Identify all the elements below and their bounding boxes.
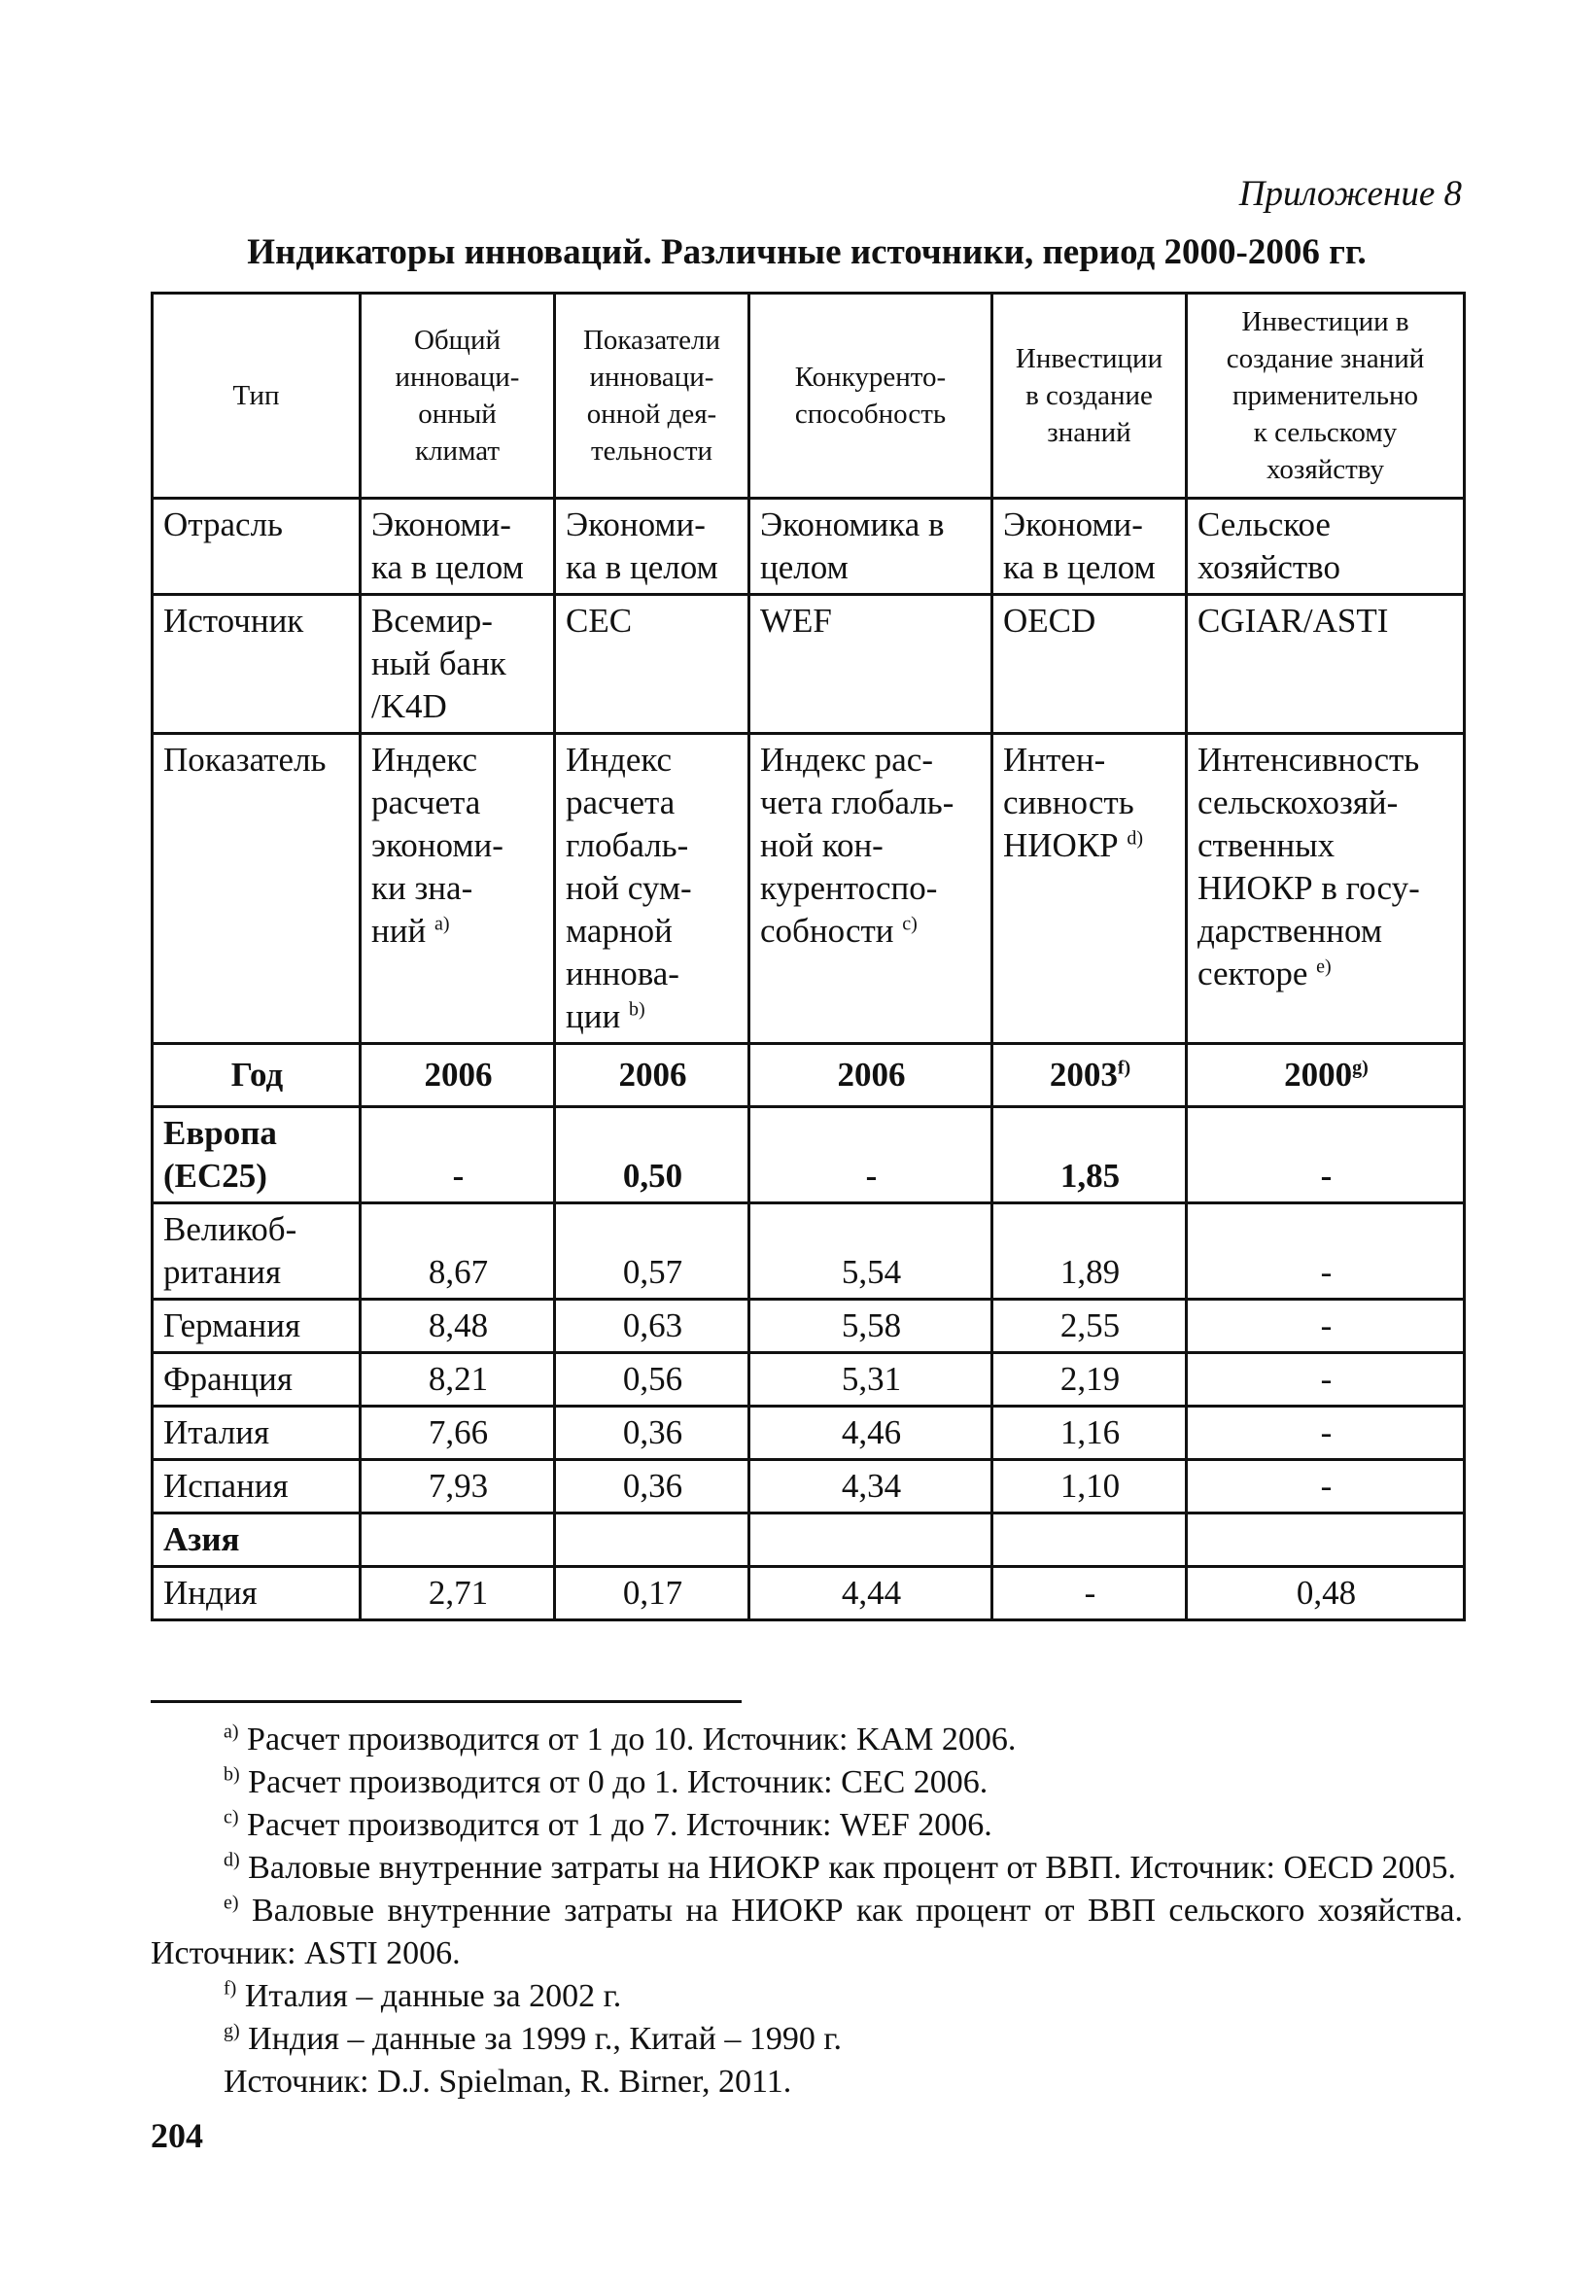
table-cell: 8,67 <box>361 1203 555 1300</box>
table-cell: WEF <box>749 595 992 734</box>
table-cell <box>1187 1513 1465 1567</box>
row-label: Германия <box>153 1300 361 1353</box>
footnote-f <box>151 1975 1463 2018</box>
europe-row <box>153 1107 1465 1203</box>
footnote-mark: b) <box>628 998 645 1021</box>
table-cell: 2006 <box>361 1044 555 1107</box>
table-cell: Сельское хозяйство <box>1187 499 1465 595</box>
table-cell: 1,10 <box>992 1460 1187 1513</box>
table-cell: Индекс расчета глобаль- ной сум- марной иннова- ции $^{b)}$ <box>555 734 749 1044</box>
table-cell: - <box>1187 1203 1465 1300</box>
table-cell: 4,46 <box>749 1407 992 1460</box>
footnote-c <box>151 1804 1463 1847</box>
row-label: Показатель <box>153 734 361 1044</box>
footnote-text: Расчет производится от 0 до 1. Источник: CEC 2006. <box>239 1764 989 1800</box>
row-label: Индия <box>153 1567 361 1620</box>
footnote-text: Валовые внутренние затраты на НИОКР как процент от ВВП. Источник: OECD 2005. <box>239 1850 1456 1886</box>
table-row <box>153 1407 1465 1460</box>
table-cell: 4,44 <box>749 1567 992 1620</box>
table-cell: 1,16 <box>992 1407 1187 1460</box>
footnote-mark: a) <box>434 913 450 935</box>
table-cell <box>1187 1044 1465 1107</box>
table-cell: 1,89 <box>992 1203 1187 1300</box>
row-label: Азия <box>153 1513 361 1567</box>
table-cell: - <box>749 1107 992 1203</box>
table-cell: 1,85 <box>992 1107 1187 1203</box>
row-label: Италия <box>153 1407 361 1460</box>
table-row <box>153 1300 1465 1353</box>
footnote-a <box>151 1719 1463 1761</box>
table-cell: 8,48 <box>361 1300 555 1353</box>
footnote-e <box>151 1890 1463 1975</box>
footnote-mark: d) <box>224 1849 240 1871</box>
footnote-mark: c) <box>902 913 918 935</box>
table-cell: - <box>1187 1107 1465 1203</box>
footnote-mark: b) <box>224 1763 240 1786</box>
table-cell: 0,56 <box>555 1353 749 1407</box>
table-cell: CGIAR/ASTI <box>1187 595 1465 734</box>
table-cell: 5,54 <box>749 1203 992 1300</box>
footnote-text: Расчет производится от 1 до 7. Источник: WEF 2006. <box>238 1807 992 1843</box>
page-number: 204 <box>151 2116 203 2155</box>
table-cell: 0,63 <box>555 1300 749 1353</box>
header-col5: Инвестиции в создание знаний применительно к сельскому хозяйству <box>1187 294 1465 499</box>
asia-row <box>153 1513 1465 1567</box>
table-cell: 2,71 <box>361 1567 555 1620</box>
table-cell <box>992 1513 1187 1567</box>
indicators-table <box>151 292 1466 1621</box>
footnote-mark: g) <box>1352 1057 1369 1079</box>
footnote-b <box>151 1761 1463 1804</box>
table-cell: 7,93 <box>361 1460 555 1513</box>
table-cell: 0,36 <box>555 1460 749 1513</box>
table-cell: - <box>992 1567 1187 1620</box>
table-row <box>153 1203 1465 1300</box>
table-cell: Индекс расчета экономи- ки зна- ний $^{a)}$ <box>361 734 555 1044</box>
header-col2: Показатели инноваци- онной дея- тельности <box>555 294 749 499</box>
footnote-mark: f) <box>224 1977 237 2000</box>
table-cell: 0,36 <box>555 1407 749 1460</box>
year-value: 2003 <box>1049 1056 1118 1094</box>
table-cell: 0,17 <box>555 1567 749 1620</box>
header-col4: Инвестиции в создание знаний <box>992 294 1187 499</box>
page-title: Индикаторы инноваций. Различные источники, период 2000-2006 гг. <box>247 232 1367 272</box>
table-cell <box>749 1513 992 1567</box>
table-cell: 4,34 <box>749 1460 992 1513</box>
footnote-text: Расчет производится от 1 до 10. Источник: KAM 2006. <box>238 1722 1017 1757</box>
table-cell: - <box>1187 1300 1465 1353</box>
indicator-row <box>153 734 1465 1044</box>
footnote-text: Валовые внутренние затраты на НИОКР как процент от ВВП сельского хозяйства. Источник: ASTI 2006. <box>151 1893 1463 1971</box>
table-cell: 0,50 <box>555 1107 749 1203</box>
footnote-mark: e) <box>1316 956 1332 978</box>
header-type: Тип <box>153 294 361 499</box>
table-cell: Всемир- ный банк /K4D <box>361 595 555 734</box>
table-cell <box>361 1513 555 1567</box>
table-cell: 0,57 <box>555 1203 749 1300</box>
year-row <box>153 1044 1465 1107</box>
appendix-label: Приложение 8 <box>1238 174 1462 214</box>
footnote-text: Индия – данные за 1999 г., Китай – 1990 г. <box>239 2021 842 2057</box>
table-cell <box>555 1513 749 1567</box>
table-cell: 8,21 <box>361 1353 555 1407</box>
table-header-row <box>153 294 1465 499</box>
row-label: Великоб- ритания <box>153 1203 361 1300</box>
table-cell: - <box>1187 1353 1465 1407</box>
footnote-mark: a) <box>224 1721 239 1743</box>
table-cell: - <box>1187 1407 1465 1460</box>
footnote-divider <box>151 1700 742 1703</box>
row-label: Франция <box>153 1353 361 1407</box>
table-cell: 2,19 <box>992 1353 1187 1407</box>
footnote-text: Италия – данные за 2002 г. <box>236 1978 622 2014</box>
table-cell: 5,58 <box>749 1300 992 1353</box>
footnote-g <box>151 2018 1463 2061</box>
header-col1: Общий инноваци- онный климат <box>361 294 555 499</box>
table-cell: Экономи- ка в целом <box>361 499 555 595</box>
table-cell: CEC <box>555 595 749 734</box>
table-cell: - <box>361 1107 555 1203</box>
table-cell: Экономи- ка в целом <box>992 499 1187 595</box>
table-cell: Интен- сивность НИОКР $^{d)}$ <box>992 734 1187 1044</box>
footnote-d <box>151 1847 1463 1890</box>
table-row <box>153 1460 1465 1513</box>
table-cell: 2006 <box>749 1044 992 1107</box>
source-row <box>153 595 1465 734</box>
row-label: Испания <box>153 1460 361 1513</box>
footnote-mark: d) <box>1127 827 1144 850</box>
footnote-mark: c) <box>224 1806 239 1828</box>
table-cell: 0,48 <box>1187 1567 1465 1620</box>
row-label: Отрасль <box>153 499 361 595</box>
table-cell: Индекс рас- чета глобаль- ной кон- курентоспо- собности $^{c)}$ <box>749 734 992 1044</box>
table-cell: OECD <box>992 595 1187 734</box>
footnote-mark: g) <box>224 2020 240 2042</box>
table-cell: 7,66 <box>361 1407 555 1460</box>
branch-row <box>153 499 1465 595</box>
table-cell: Экономи- ка в целом <box>555 499 749 595</box>
table-cell: 2,55 <box>992 1300 1187 1353</box>
header-col3: Конкуренто- способность <box>749 294 992 499</box>
table-row <box>153 1567 1465 1620</box>
table-cell: 2006 <box>555 1044 749 1107</box>
table-row <box>153 1353 1465 1407</box>
source-note <box>151 2061 1463 2104</box>
row-label: Источник <box>153 595 361 734</box>
row-label: Год <box>153 1044 361 1107</box>
footnote-text: Источник: D.J. Spielman, R. Birner, 2011. <box>224 2064 792 2100</box>
table-cell: - <box>1187 1460 1465 1513</box>
table-cell: 5,31 <box>749 1353 992 1407</box>
year-value: 2000 <box>1284 1056 1353 1094</box>
row-label: Европа (ЕС25) <box>153 1107 361 1203</box>
footnotes <box>151 1719 1463 2104</box>
table-cell: Экономика в целом <box>749 499 992 595</box>
table-cell <box>992 1044 1187 1107</box>
footnote-mark: e) <box>224 1892 239 1914</box>
footnote-mark: f) <box>1117 1057 1131 1079</box>
table-cell: Интенсивность сельскохозяй- ственных НИОКР в госу- дарственном секторе $^{e)}$ <box>1187 734 1465 1044</box>
